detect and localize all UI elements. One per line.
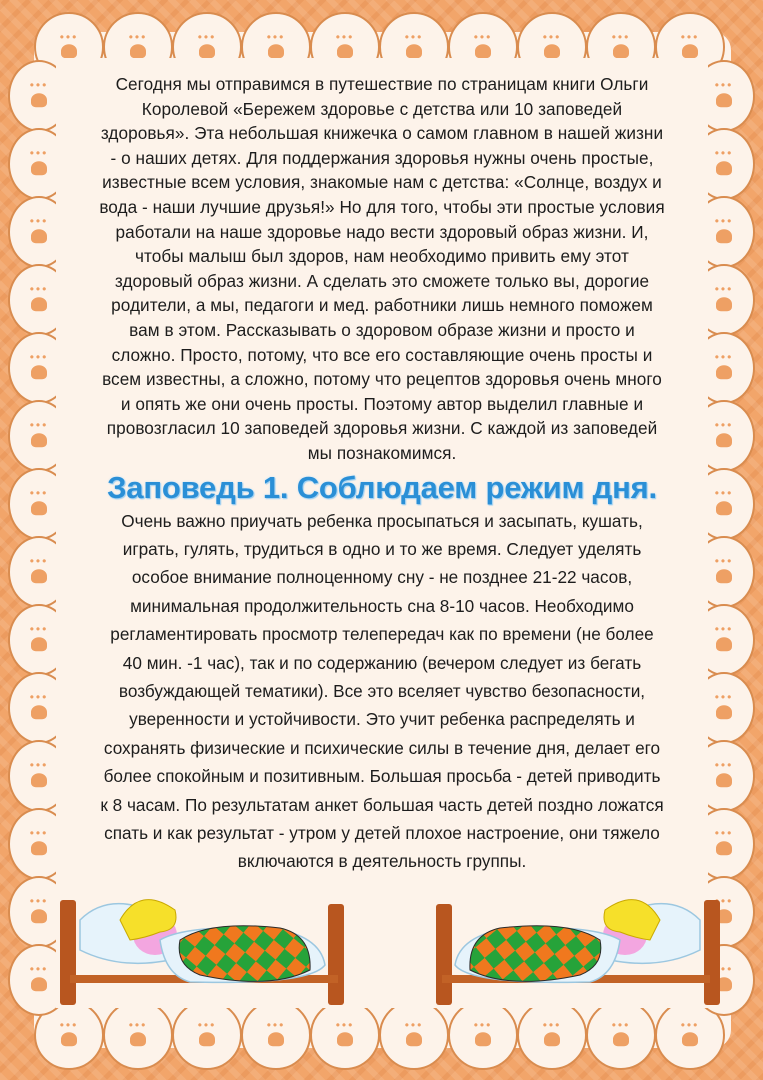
text-line: всем известны, а сложно, потому что рецептов здоровья очень много (102, 369, 662, 390)
text-line: включаются в деятельность группы. (237, 851, 527, 872)
text-line: и опять же они очень просты. Поэтому автор выделил главные и (120, 393, 644, 414)
lace-border-bottom (34, 1000, 724, 1070)
text-line: Королевой «Бережем здоровье с детства или 10 заповедей (141, 98, 623, 119)
section-heading: Заповедь 1. Соблюдаем режим дня. (107, 469, 657, 505)
sleeping-child-bed-illustration-left (50, 880, 350, 1010)
intro-paragraph (78, 72, 686, 466)
text-line: уверенности и устойчивости. Это учит ребенка распределять и (129, 709, 635, 730)
text-line: 40 мин. -1 час), так и по содержанию (вечером следует из бегать (122, 652, 642, 673)
text-line: чтобы малыш был здоров, нам необходимо привить ему этот (135, 246, 629, 267)
section-body (78, 507, 686, 876)
text-line: сложно. Просто, потому, что все его составляющие очень просты и (111, 344, 653, 365)
text-line: провозгласил 10 заповедей здоровья жизни. С каждой из заповедей (106, 418, 658, 439)
text-line: вам в этом. Рассказывать о здоровом образе жизни и просто и (129, 319, 635, 340)
text-line: спать и как результат - утром у детей плохое настроение, они тяжело (104, 822, 660, 843)
text-line: особое внимание полноценному сну - не позднее 21-22 часов, (131, 567, 633, 588)
text-line: вода - наши лучшие друзья!» Но для того, чтобы эти простые условия (99, 196, 665, 217)
text-line: известные всем условия, знакомые нам с детства: «Солнце, воздух и (102, 172, 662, 193)
text-line: сохранять физические и психические силы в течение дня, делает его (103, 737, 661, 758)
text-line: работали на наше здоровье надо вести здоровый образ жизни. И, (115, 221, 649, 242)
text-line: мы познакомимся. (307, 442, 457, 463)
text-line: Сегодня мы отправимся в путешествие по страницам книги Ольги (115, 74, 649, 94)
text-line: регламентировать просмотр телепередач как по времени (не более (110, 624, 654, 645)
text-line: играть, гулять, трудиться в одно и то же время. Следует уделять (122, 538, 642, 559)
sleeping-child-bed-illustration-right (430, 880, 730, 1010)
text-line: - о наших детях. Для поддержания здоровья нужны очень простые, (110, 147, 654, 168)
text-line: минимальная продолжительность сна 8-10 часов. Необходимо (130, 595, 634, 616)
text-line: Очень важно приучать ребенка просыпаться и засыпать, кушать, (121, 510, 643, 531)
text-line: здоровья». Эта небольшая книжечка о самом главном в нашей жизни (100, 123, 664, 144)
text-line: более спокойным и позитивным. Большая просьба - детей приводить (103, 766, 661, 787)
text-line: здоровый образ жизни. А сделать это сможете только вы, дорогие (114, 270, 650, 291)
text-line: возбуждающей тематики). Все это вселяет чувство безопасности, (118, 680, 646, 701)
text-line: к 8 часам. По результатам анкет большая часть детей поздно ложатся (100, 794, 664, 815)
document-content (78, 72, 686, 876)
text-line: родители, а мы, педагоги и мед. работники лишь немного поможем (111, 295, 653, 316)
